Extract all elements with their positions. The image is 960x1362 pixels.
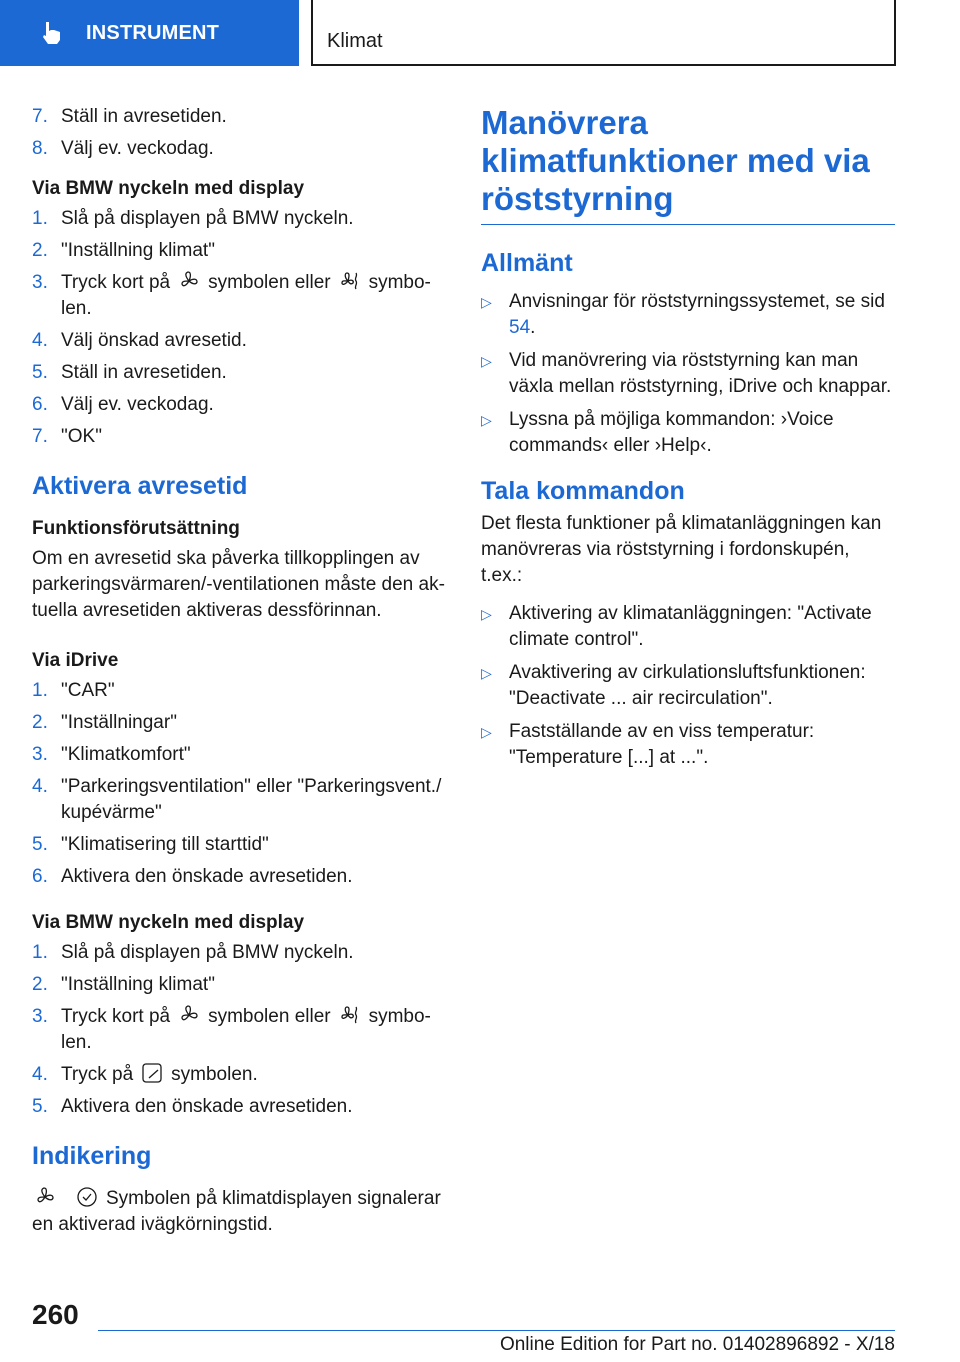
list-item: 5. Aktivera den önskade avresetiden. (32, 1096, 353, 1117)
triangle-bullet-icon: ▷ (481, 353, 492, 369)
section-title-aktivera: Aktivera avresetid (32, 472, 248, 500)
subheading-prereq: Funktionsförutsättning (32, 518, 240, 539)
checkbox-symbol-icon (139, 1062, 165, 1084)
idrive-steps-list (32, 678, 446, 890)
left-column (32, 104, 446, 1238)
title-divider (481, 224, 895, 225)
list-item: 1. "CAR" (32, 680, 115, 701)
section-title-allmant: Allmänt (481, 249, 573, 277)
list-item: ▷ Lyssna på möjliga kommandon: ›Voice commands‹ eller ›Help‹. (481, 407, 895, 459)
section-title-indikering: Indikering (32, 1142, 152, 1170)
section-title-tala: Tala kommandon (481, 477, 685, 505)
list-item: 2. "Inställning klimat" (32, 974, 215, 995)
header-chapter-tab (0, 0, 299, 66)
page-title: Manövrera klimatfunktioner med via röststyrning (481, 104, 870, 217)
subheading-key-display-1: Via BMW nyckeln med display (32, 178, 305, 199)
ventilation-fan-icon (32, 1186, 58, 1208)
list-item: 6. Välj ev. veckodag. (32, 394, 214, 415)
list-item: 3. Tryck kort på symbolen eller symbo- len. (32, 1006, 431, 1053)
ventilation-fan-icon (176, 1004, 202, 1026)
list-item: 7. Ställ in avresetiden. (32, 106, 227, 127)
hand-pointer-icon (36, 18, 66, 48)
list-item: 1. Slå på displayen på BMW nyckeln. (32, 942, 354, 963)
list-item: 8. Välj ev. veckodag. (32, 138, 214, 159)
clock-check-icon (74, 1186, 100, 1208)
list-item: 5. Ställ in avresetiden. (32, 362, 227, 383)
tala-intro: Det flesta funktioner på klimatanläggningen kan manövreras via röststyrning i fordonskupén, t.ex.: (481, 513, 882, 586)
triangle-bullet-icon: ▷ (481, 412, 492, 428)
prereq-paragraph: Om en avresetid ska påverka tillkopplingen av parkeringsvärmaren/-ventilationen måste den aktuella avresetiden aktiveras dessförinnan. (32, 548, 445, 621)
list-item: 4. "Parkeringsventilation" eller "Parkeringsvent./ kupévärme" (32, 776, 442, 823)
list-item: 3. Tryck kort på symbolen eller symbo- len. (32, 272, 431, 319)
key1-steps-list (32, 206, 446, 450)
triangle-bullet-icon: ▷ (481, 294, 492, 310)
subheading-idrive: Via iDrive (32, 650, 119, 671)
list-item: 1. Slå på displayen på BMW nyckeln. (32, 208, 354, 229)
section-label: Klimat (327, 30, 383, 52)
page-number: 260 (32, 1299, 79, 1330)
header-section-box (311, 0, 896, 66)
tala-list (481, 601, 895, 771)
indikering-paragraph: Symbolen på klimatdisplayen signalerar en aktiverad ivägkörningstid. (32, 1188, 441, 1235)
parking-heater-icon (337, 270, 363, 292)
list-item: 4. Tryck på symbolen. (32, 1064, 258, 1085)
chapter-label: INSTRUMENT (86, 21, 220, 44)
list-item: ▷ Avaktivering av cirkulationsluftsfunktionen: "Deactivate ... air recirculation". (481, 660, 895, 712)
list-item: ▷ Vid manövrering via röststyrning kan man växla mellan röststyrning, iDrive och knappar. (481, 348, 895, 400)
list-item: 2. "Inställningar" (32, 712, 177, 733)
list-item: 4. Välj önskad avresetid. (32, 330, 247, 351)
edition-text: Online Edition for Part no. 01402896892 - X/18 (499, 1334, 895, 1355)
list-item: 6. Aktivera den önskade avresetiden. (32, 866, 353, 887)
list-item: ▷ Fastställande av en viss temperatur: "Temperature [...] at ...". (481, 719, 895, 771)
list-item: 5. "Klimatisering till starttid" (32, 834, 269, 855)
triangle-bullet-icon: ▷ (481, 724, 492, 740)
list-item: ▷ Anvisningar för röststyrningssystemet, se sid 54. (481, 289, 895, 341)
page-link[interactable]: 54 (509, 317, 531, 338)
triangle-bullet-icon: ▷ (481, 606, 492, 622)
triangle-bullet-icon: ▷ (481, 665, 492, 681)
steps-top-list (32, 104, 446, 162)
parking-heater-icon (337, 1004, 363, 1026)
list-item: 7. "OK" (32, 426, 102, 447)
allmant-list (481, 289, 895, 459)
right-column (481, 104, 895, 778)
ventilation-fan-icon (176, 270, 202, 292)
list-item: 3. "Klimatkomfort" (32, 744, 191, 765)
key2-steps-list (32, 940, 446, 1120)
subheading-key-display-2: Via BMW nyckeln med display (32, 912, 305, 933)
list-item: ▷ Aktivering av klimatanläggningen: "Activate climate control". (481, 601, 895, 653)
list-item: 2. "Inställning klimat" (32, 240, 215, 261)
footer-divider (98, 1330, 895, 1331)
